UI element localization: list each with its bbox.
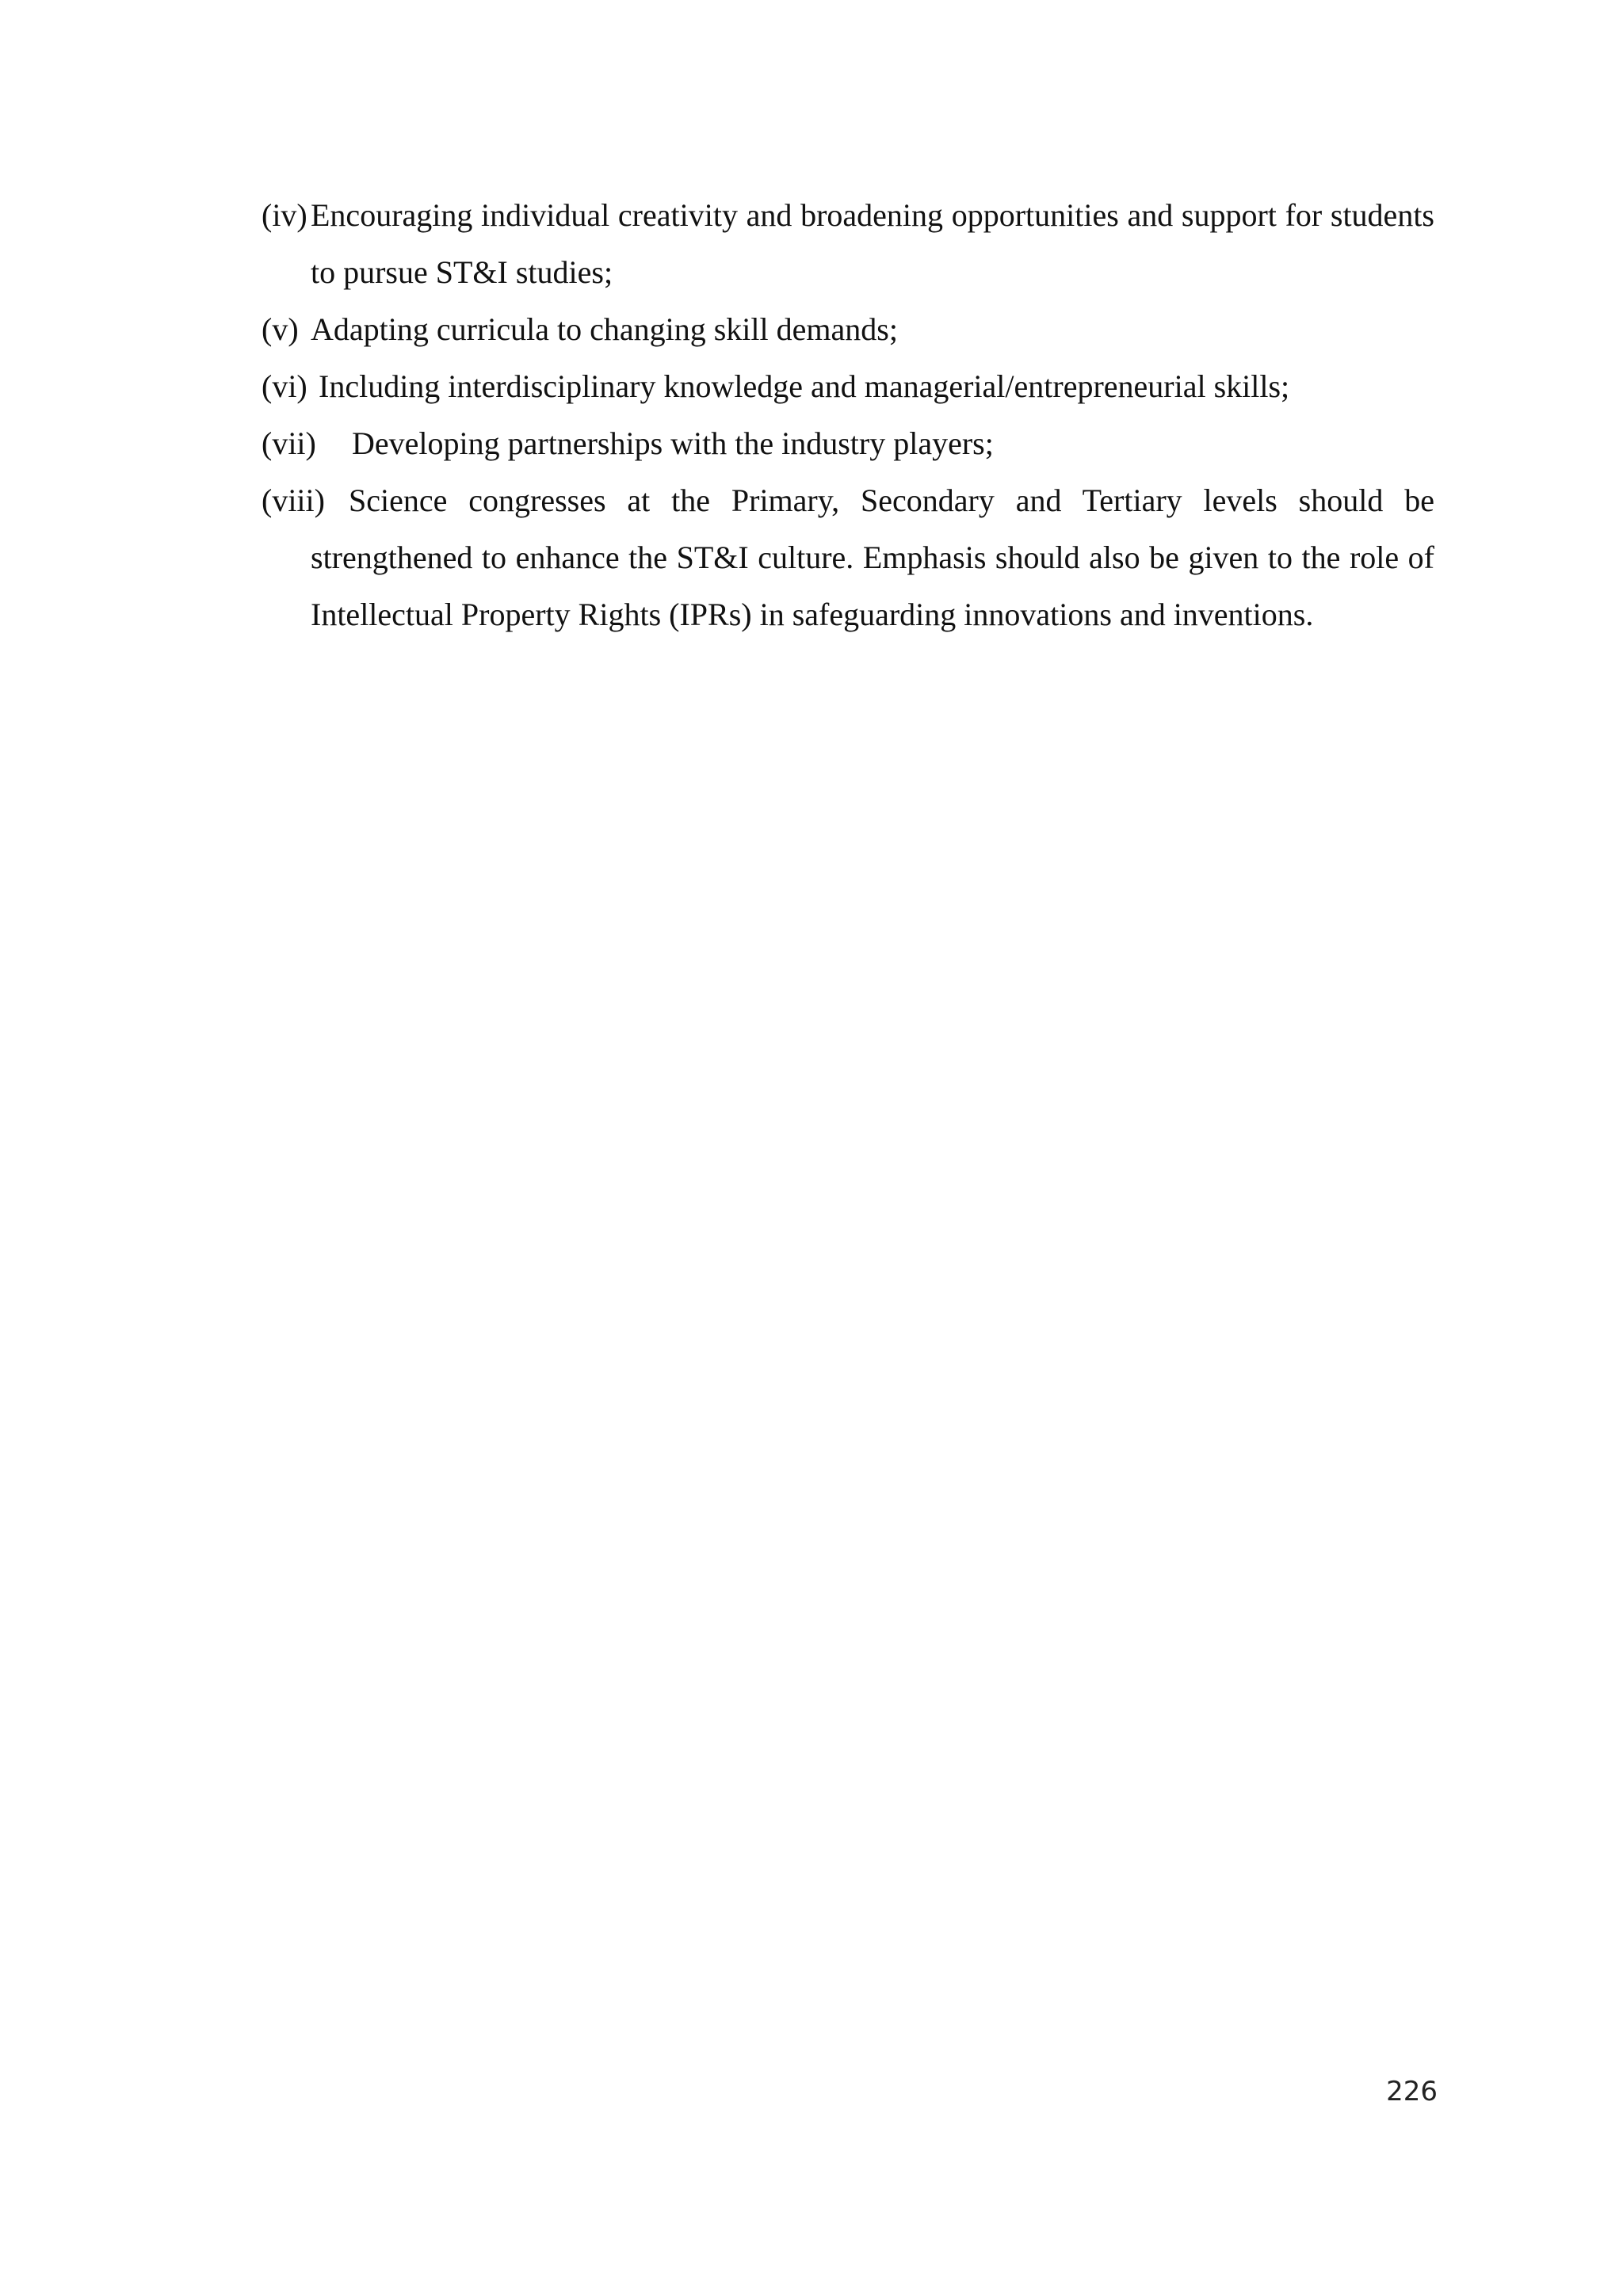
list-item-text: Developing partnerships with the industry players;	[352, 425, 994, 461]
list-item-marker: (vii)	[262, 425, 316, 461]
list-item	[262, 415, 1434, 472]
list-item-text: Adapting curricula to changing skill demands;	[311, 311, 898, 347]
list-item-marker: (viii)	[262, 482, 325, 518]
list-item-text: Encouraging individual creativity and broadening opportunities and support for students to pursue ST&I studies;	[311, 197, 1434, 290]
list-item-marker: (v)	[262, 311, 299, 347]
list-item-text: Including interdisciplinary knowledge and managerial/entrepreneurial skills;	[319, 368, 1290, 404]
list-item-text	[262, 472, 1434, 643]
list-item	[262, 301, 1434, 358]
page-number: 226	[1386, 2076, 1438, 2107]
list-item	[262, 358, 1434, 415]
list-item-marker: (iv)	[262, 197, 307, 233]
list-item	[262, 472, 1434, 643]
list-item-text-content: Science congresses at the Primary, Secondary and Tertiary levels should be strengthened to enhance the ST&I culture. Emphasis should also be given to the role of Intellectual Property Rights (IPRs) in safeguarding innovations and inventions.	[311, 482, 1434, 632]
recommendation-list	[262, 187, 1434, 643]
list-item	[262, 187, 1434, 301]
list-item-marker: (vi)	[262, 368, 307, 404]
